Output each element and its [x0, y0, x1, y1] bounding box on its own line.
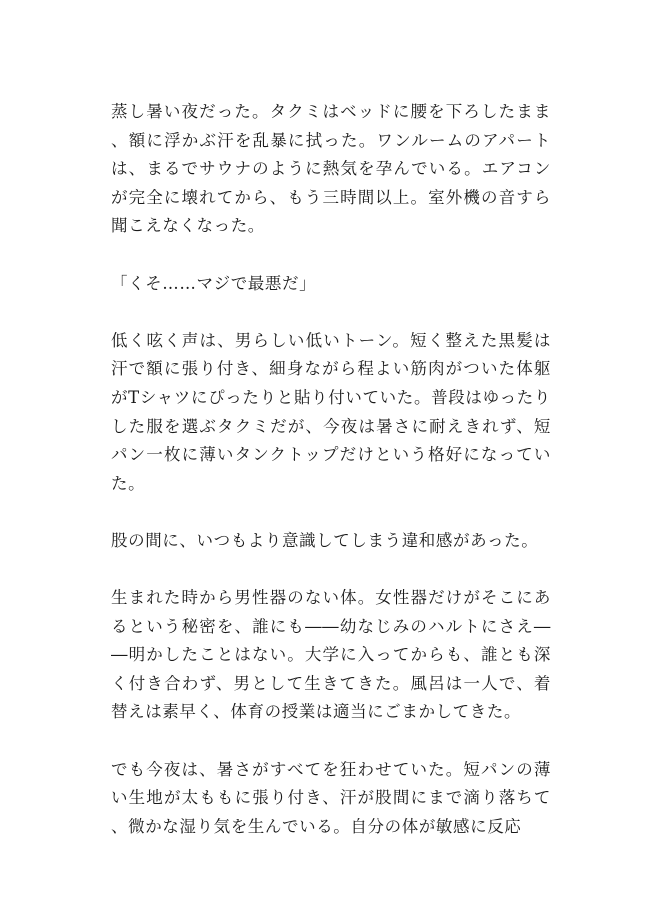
paragraph-5: 生まれた時から男性器のない体。女性器だけがそこにあるという秘密を、誰にも――幼なじみのハルトにさえ――明かしたことはない。大学に入ってからも、誰とも深く付き合わず、男として生きてきた。風呂は一人で、着替えは素早く、体育の授業は適当にごまかしてきた。 [111, 588, 551, 722]
paragraph-6: でも今夜は、暑さがすべてを狂わせていた。短パンの薄い生地が太ももに張り付き、汗が股間にまで滴り落ちて、微かな湿り気を生んでいる。自分の体が敏感に反応 [111, 759, 551, 836]
paragraph-1: 蒸し暑い夜だった。タクミはベッドに腰を下ろしたまま、額に浮かぶ汗を乱暴に拭った。ワンルームのアパートは、まるでサウナのように熱気を孕んでいる。エアコンが完全に壊れてから、もう三時間以上。室外機の音すら聞こえなくなった。 [111, 102, 551, 236]
paragraph-2-dialogue: 「くそ……マジで最悪だ」 [111, 273, 317, 293]
paragraph-3: 低く呟く声は、男らしい低いトーン。短く整えた黒髪は汗で額に張り付き、細身ながら程よい筋肉がついた体躯がTシャツにぴったりと貼り付いていた。普段はゆったりした服を選ぶタクミだが、今夜は暑さに耐えきれず、短パン一枚に薄いタンクトップだけという格好になっていた。 [111, 330, 551, 493]
body-text [111, 98, 551, 841]
paragraph-4: 股の間に、いつもより意識してしまう違和感があった。 [111, 530, 539, 550]
